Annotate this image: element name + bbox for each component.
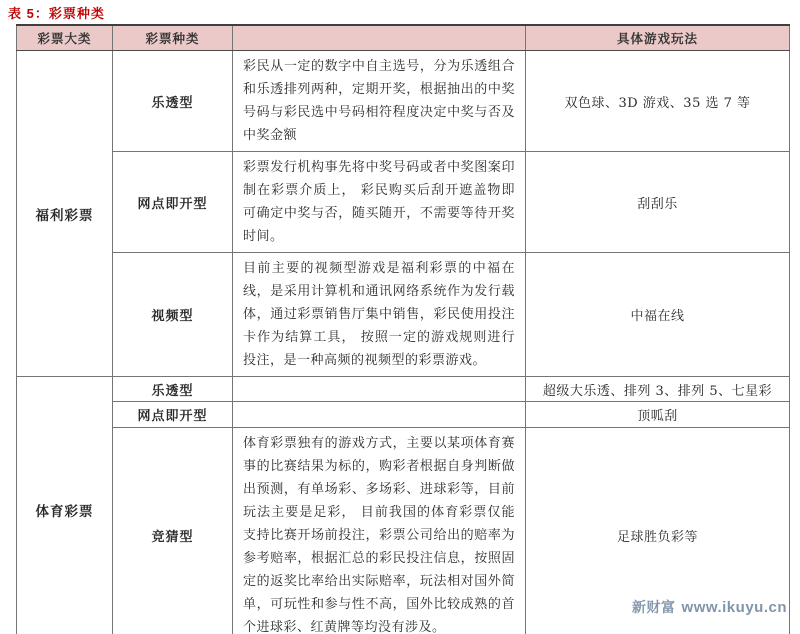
games-cell: 超级大乐透、排列 3、排列 5、七星彩 (526, 377, 790, 402)
type-cell: 乐透型 (113, 377, 233, 402)
type-cell: 竞猜型 (113, 428, 233, 634)
type-cell: 网点即开型 (113, 402, 233, 428)
description-cell: 体育彩票独有的游戏方式，主要以某项体育赛事的比赛结果为标的，购彩者根据自身判断做出预测，有单场彩、多场彩、进球彩等，目前玩法主要是足彩， 目前我国的体育彩票仅能支持比赛开场前投注，彩票公司给出的赔率为参考赔率，根据汇总的彩民投注信息，按照固定的返奖比率给出实际赔率，玩法相对国外简单，可玩性和参与性不高，国外比较成熟的首个进球彩、红黄牌等均没有涉及。 (233, 428, 526, 634)
description-cell (233, 377, 526, 402)
table-title: 表 5：彩票种类 (8, 6, 105, 21)
col-header-games: 具体游戏玩法 (526, 25, 790, 51)
brand-name: 新财富 (632, 599, 676, 615)
games-cell: 双色球、3D 游戏、35 选 7 等 (526, 51, 790, 152)
site-url: www.ikuyu.cn (681, 599, 787, 616)
table-row (17, 377, 790, 402)
table-row (17, 152, 790, 253)
table-row (17, 402, 790, 428)
category-cell-sports: 体育彩票 (17, 377, 113, 634)
games-cell: 顶呱刮 (526, 402, 790, 428)
type-cell: 乐透型 (113, 51, 233, 152)
description-cell: 彩票发行机构事先将中奖号码或者中奖图案印制在彩票介质上， 彩民购买后刮开遮盖物即可确定中奖与否，随买随开，不需要等待开奖时间。 (233, 152, 526, 253)
lottery-types-table (16, 24, 790, 634)
games-cell: 刮刮乐 (526, 152, 790, 253)
games-cell: 中福在线 (526, 253, 790, 377)
watermark (632, 597, 787, 617)
description-cell: 目前主要的视频型游戏是福利彩票的中福在线，是采用计算机和通讯网络系统作为发行载体，通过彩票销售厅集中销售，彩民使用投注卡作为结算工具， 按照一定的游戏规则进行投注，是一种高频的视频型的彩票游戏。 (233, 253, 526, 377)
description-cell: 彩民从一定的数字中自主选号，分为乐透组合和乐透排列两种，定期开奖，根据抽出的中奖号码与彩民选中号码相符程度决定中奖与否及中奖金额 (233, 51, 526, 152)
table-row (17, 253, 790, 377)
type-cell: 视频型 (113, 253, 233, 377)
col-header-description (233, 25, 526, 51)
header-row (17, 25, 790, 51)
category-cell-welfare: 福利彩票 (17, 51, 113, 377)
table-row (17, 51, 790, 152)
col-header-category: 彩票大类 (17, 25, 113, 51)
description-cell (233, 402, 526, 428)
type-cell: 网点即开型 (113, 152, 233, 253)
games-cell: 足球胜负彩等 (526, 428, 790, 634)
col-header-type: 彩票种类 (113, 25, 233, 51)
